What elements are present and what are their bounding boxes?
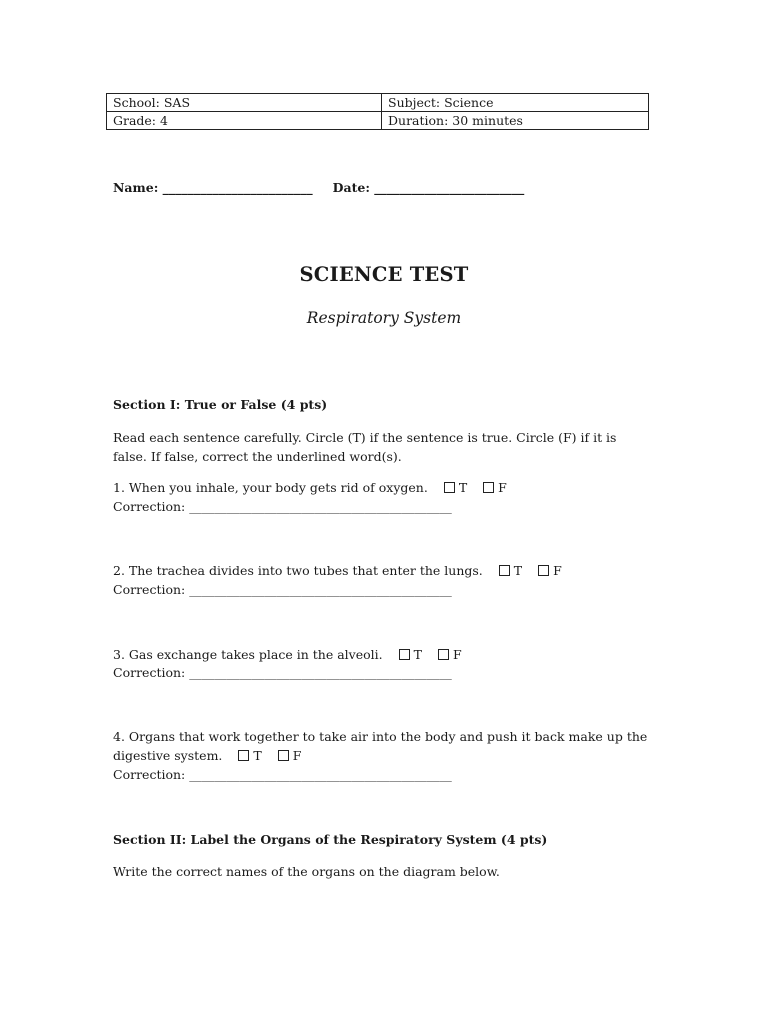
school-cell: School: SAS [107,94,382,112]
table-row [107,112,649,130]
checkbox-icon [399,649,410,660]
correction-line-1[interactable]: Correction: __________________________________________ [113,499,452,514]
question-3-text: 3. Gas exchange takes place in the alveoli. [113,647,383,662]
page-title: SCIENCE TEST [299,263,469,286]
question-4 [113,748,301,763]
correction-line-4[interactable]: Correction: __________________________________________ [113,767,452,782]
question-2 [113,563,562,578]
checkbox-icon [238,750,249,761]
page-subtitle: Respiratory System [306,309,462,327]
section2-heading: Section II: Label the Organs of the Respiratory System (4 pts) [113,832,548,847]
table-row [107,94,649,112]
question-3 [113,647,462,662]
false-option[interactable]: F [278,748,302,763]
correction-line-2[interactable]: Correction: __________________________________________ [113,582,452,597]
checkbox-icon [499,565,510,576]
section1-heading: Section I: True or False (4 pts) [113,397,328,412]
checkbox-icon [278,750,289,761]
name-field[interactable]: Name: ________________________ [113,180,313,195]
checkbox-icon [438,649,449,660]
question-2-text: 2. The trachea divides into two tubes that enter the lungs. [113,563,483,578]
duration-cell: Duration: 30 minutes [382,112,649,130]
subject-cell: Subject: Science [382,94,649,112]
question-4-text-cont: digestive system. [113,748,223,763]
true-option[interactable]: T [238,748,261,763]
true-option[interactable]: T [499,563,522,578]
name-date-row [113,180,524,195]
date-field[interactable]: Date: ________________________ [332,180,525,195]
question-1-text: 1. When you inhale, your body gets rid of oxygen. [113,480,428,495]
school-info-table [106,93,649,130]
true-option[interactable]: T [399,647,422,662]
grade-cell: Grade: 4 [107,112,382,130]
checkbox-icon [483,482,494,493]
true-option[interactable]: T [444,480,467,495]
correction-line-3[interactable]: Correction: __________________________________________ [113,665,452,680]
question-4-text: 4. Organs that work together to take air into the body and push it back make up the [113,729,648,744]
false-option[interactable]: F [538,563,562,578]
question-1 [113,480,507,495]
false-option[interactable]: F [438,647,462,662]
checkbox-icon [444,482,455,493]
section1-instructions: Read each sentence carefully. Circle (T) if the sentence is true. Circle (F) if it is false. If false, correct the underlined word(s). [113,430,617,464]
false-option[interactable]: F [483,480,507,495]
section2-instructions: Write the correct names of the organs on the diagram below. [113,864,500,879]
checkbox-icon [538,565,549,576]
